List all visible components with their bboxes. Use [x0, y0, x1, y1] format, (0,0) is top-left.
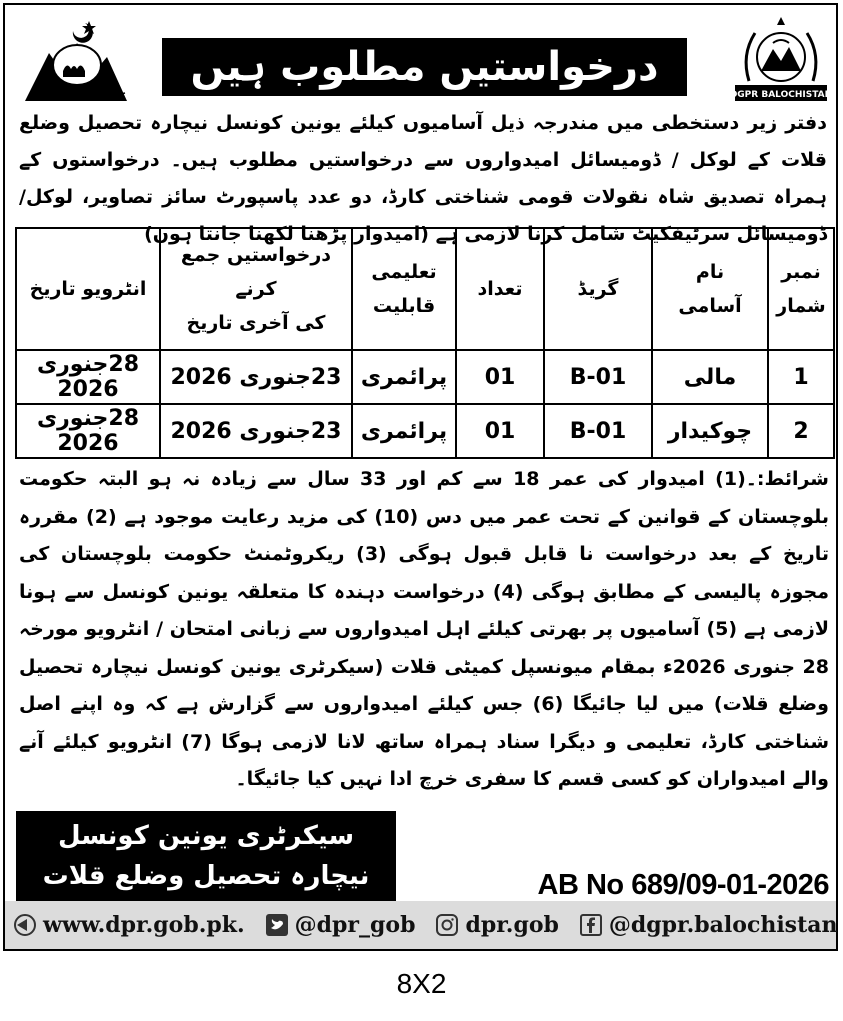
cell-interview-date: 28جنوری 2026 — [16, 350, 160, 404]
posts-table — [15, 227, 835, 459]
cell-post-name: چوکیدار — [652, 404, 768, 458]
header-last-date: درخواستیں جمع کرنے کی آخری تاریخ — [160, 228, 352, 350]
footer-twitter[interactable] — [265, 912, 416, 938]
twitter-icon — [265, 913, 289, 937]
cell-serial: 1 — [768, 350, 834, 404]
ad-size-label: 8X2 — [396, 968, 447, 999]
signature-block — [16, 811, 396, 901]
twitter-text[interactable]: @dpr_gob — [294, 912, 416, 938]
ab-number: AB No 689/09-01-2026 — [537, 869, 829, 901]
header-interview-date: انٹرویو تاریخ — [16, 228, 160, 350]
advertisement-frame — [3, 3, 838, 951]
page-title: درخواستیں مطلوب ہیں — [162, 38, 687, 96]
cell-last-date: 23جنوری 2026 — [160, 404, 352, 458]
header-post-name: نام آسامی — [652, 228, 768, 350]
footer-website[interactable] — [13, 912, 245, 938]
cell-serial: 2 — [768, 404, 834, 458]
header-grade: گریڈ — [544, 228, 652, 350]
header-qualification: تعلیمی قابلیت — [352, 228, 456, 350]
cell-count: 01 — [456, 404, 544, 458]
globe-arrow-icon — [13, 913, 37, 937]
facebook-icon — [579, 913, 603, 937]
header-count: تعداد — [456, 228, 544, 350]
signature-line-2: نیچارہ تحصیل وضلع قلات — [42, 861, 370, 891]
dgpr-logo-text: DGPR BALOCHISTAN — [729, 90, 833, 100]
cell-count: 01 — [456, 350, 544, 404]
balochistan-emblem-icon — [19, 13, 131, 105]
conditions-paragraph: شرائط:۔(1) امیدوار کی عمر 18 سے کم اور 33 سال سے زیادہ نہ ہو البتہ حکومت بلوچستان کے قوانین کے تحت عمر میں دس (10) کی مزید رعایت موجود ہے (2) مقررہ تاریخ کے بعد درخواست نا قابل قبول ہوگی (3) ریکروٹمنٹ حکومت بلوچستان کی مجوزہ پالیسی کے مطابق ہوگی (4) درخواست دہندہ کا متعلقہ یونین کونسل سے ہونا لازمی ہے (5) آسامیوں پر بھرتی کیلئے اہل امیدواروں سے زبانی امتحان / انٹرویو مورخہ 28 جنوری 2026ء بمقام میونسپل کمیٹی قلات (سیکرٹری یونین کونسل نیچارہ تحصیل وضلع قلات) میں لیا جائیگا (6) جس کیلئے امیدواروں سے گزارش ہے کہ وہ اپنے اصل شناختی کارڈ، تعلیمی و دیگرا سناد ہمراہ ساتھ لانا لازمی ہوگا (7) انٹرویو کیلئے آنے والے امیدواران کو کسی قسم کا سفری خرچ ادا نہیں کیا جائیگا۔ — [19, 468, 830, 790]
cell-post-name: مالی — [652, 350, 768, 404]
cell-grade: B-01 — [544, 350, 652, 404]
table-row — [16, 350, 834, 404]
footer-social-bar — [5, 901, 836, 949]
footer-instagram[interactable] — [435, 912, 558, 938]
cell-qualification: پرائمری — [352, 350, 456, 404]
header-serial: نمبر شمار — [768, 228, 834, 350]
cell-interview-date: 28جنوری 2026 — [16, 404, 160, 458]
facebook-text[interactable]: @dgpr.balochistan — [608, 912, 838, 938]
table-row — [16, 404, 834, 458]
website-text[interactable]: www.dpr.gob.pk. — [43, 912, 245, 938]
instagram-text[interactable]: dpr.gob — [465, 912, 559, 938]
signature-line-1: سیکرٹری یونین کونسل — [57, 821, 355, 851]
table-header-row — [16, 228, 834, 350]
footer-facebook[interactable] — [579, 912, 838, 938]
dgpr-emblem-icon — [725, 13, 837, 105]
cell-last-date: 23جنوری 2026 — [160, 350, 352, 404]
instagram-icon — [435, 913, 459, 937]
cell-qualification: پرائمری — [352, 404, 456, 458]
intro-paragraph: دفتر زیر دستخطی میں مندرجہ ذیل آسامیوں کیلئے یونین کونسل نیچارہ تحصیل وضلع قلات کے لوکل / ڈومیسائل امیدواروں سے درخواستیں مطلوب ہیں۔ درخواستوں کے ہمراہ تصدیق شاہ نقولات قومی شناختی کارڈ، دو عدد پاسپورٹ سائز تصاویر، لوکل/ڈومیسائل سرٹیفکیٹ شامل کرنا لازمی ہے (امیدوار پڑھنا لکھنا جانتا ہوں) — [19, 112, 827, 245]
cell-grade: B-01 — [544, 404, 652, 458]
